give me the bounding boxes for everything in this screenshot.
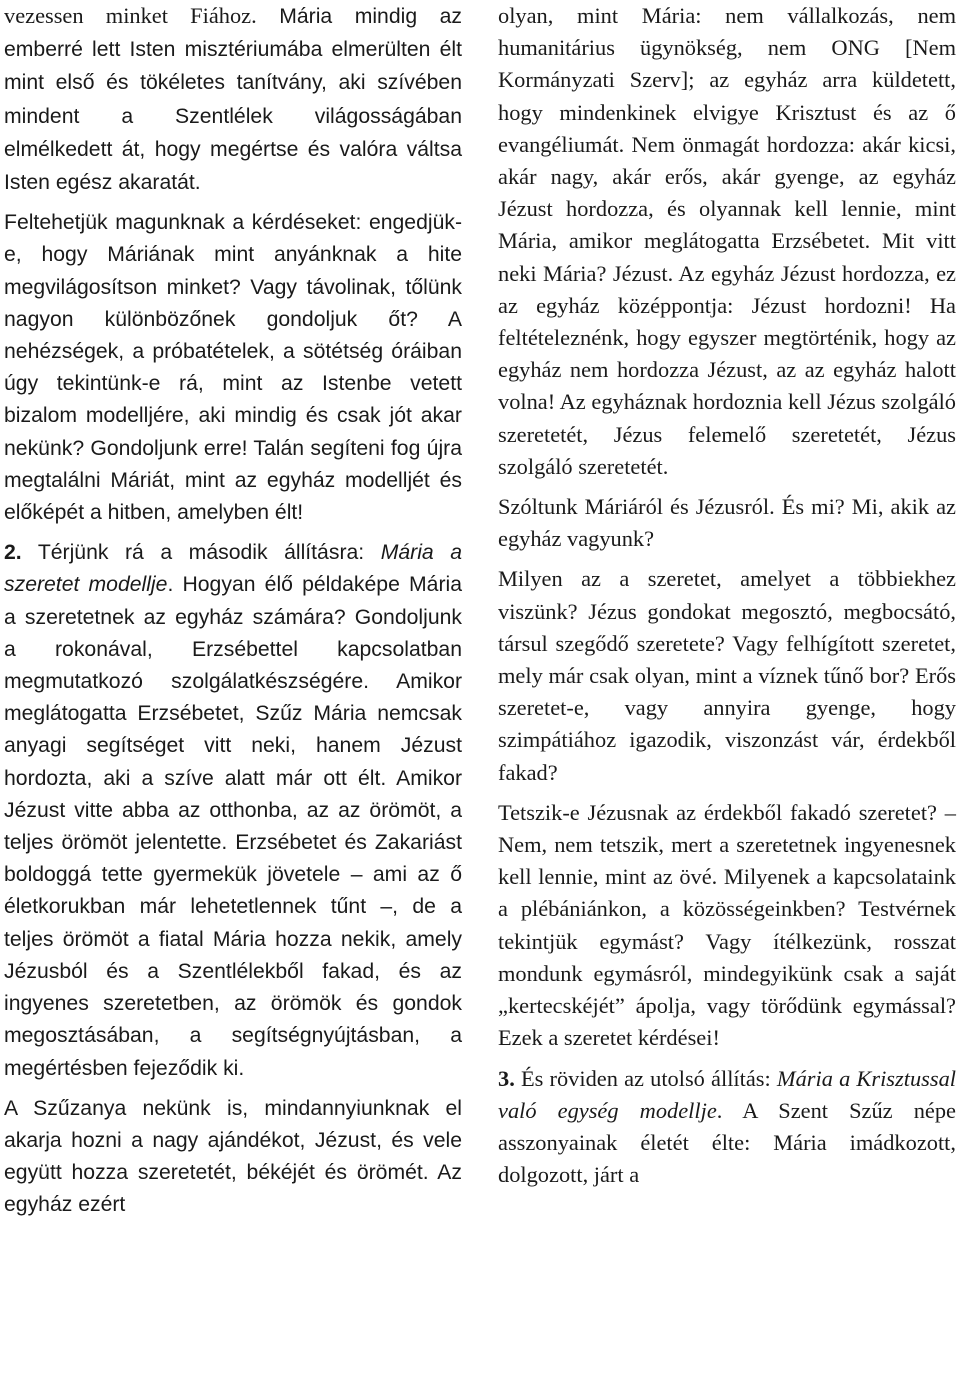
text-serif: És röviden az utolsó állítás: <box>514 1065 777 1091</box>
emphasis-text: Mária a Krisztussal való egység modellje <box>498 1065 956 1123</box>
section-number: 3. <box>498 1065 515 1091</box>
paragraph-mary-disciple <box>4 0 462 199</box>
paragraph-questions: Feltehetjük magunknak a kérdéseket: engedjük-e, hogy Máriának mint anyánknak a hite megvilágosítson minket? Vagy távolinak, tőlünk nagyon különbözőnek gondoljuk őt? A nehézségek, a próbatételek, a sötétség óráiban úgy tekintünk-e rá, mint az Istenbe vetett bizalom modelljére, aki mindig és csak jót akar nekünk? Gondoljunk erre! Talán segíteni fog újra megtalálni Máriát, mint az egyház modelljét és előképét a hitben, amelyben élt! <box>4 211 462 525</box>
paragraph-what-love: Milyen az a szeretet, amelyet a többiekhez viszünk? Jézus gondokat megosztó, megbocsátó, társul szegődő szeretete? Vagy felhígított szeretet, mely már csak olyan, mint a víznek tűnő bor? Erős szeretet-e, vagy annyira gyenge, hogy szimpátiához igazodik, viszonzást vár, érdekből fakad? <box>498 566 956 785</box>
text-serif: . A Szent Szűz népe asszonyainak életét élte: Mária imádkozott, dolgozott, járt a <box>498 1097 956 1188</box>
paragraph-gift: A Szűzanya nekünk is, mindannyiunknak el akarja hozni a nagy ajándékot, Jézust, és vele együtt hozza szeretetét, békéjét és örömét. Az egyház ezért <box>4 1096 462 1217</box>
text-sans: . Hogyan élő példaképe Mária a szeretetnek az egyház számára? Gondoljunk a rokonával, Erzsébettel kapcsolatban megmutatkozó szolgálatkészségére. Amikor meglátogatta Erzsébetet, Szűz Mária nemcsak anyagi segítséget vitt neki, hanem Jézust hordozta, aki a szíve alatt már ott élt. Amikor Jézust vitte abba az otthonba, az az örömöt, a teljes örömöt jelentette. Erzsébetet és Zakariást boldoggá tette gyermekük jövetele – ami az ő életkorukban már lehetetlennek tűnt –, de a teljes örömöt a fiatal Mária hozza nekik, amely Jézusból és a Szentlélekből fakad, és az ingyenes szeretetben, az örömök és gondok megosztásában, a segítségnyújtásban, a megértésben fejeződik ki. <box>4 573 462 1080</box>
paragraph-church-like-mary: olyan, mint Mária: nem vállalkozás, nem humanitárius ügynökség, nem ONG [Nem Kormányzati Szerv]; az egyház arra küldetett, hogy mindenkinek elvigye Krisztust és az ő evangéliumát. Nem önmagát hordozza: akár kicsi, akár nagy, akár erős, akár gyenge, az egyház Jézust hordozza, és olyannak kell lennie, mint Mária, amikor meglátogatta Erzsébetet. Mit vitt neki Mária? Jézust. Az egyház Jézust hordozza, ez az egyház középpontja: Jézust hordozni! Ha feltételeznénk, hogy egyszer megtörténik, hogy az egyház nem hordozza Jézust, az az egyház halott volna! Az egyháznak hordoznia kell Jézus szolgáló szeretetét, Jézus felemelő szeretetét, Jézus szolgáló szeretetét. <box>498 3 956 479</box>
paragraph-and-we: Szóltunk Máriáról és Jézusról. És mi? Mi, akik az egyház vagyunk? <box>498 494 956 552</box>
paragraph-interested-love: Tetszik-e Jézusnak az érdekből fakadó szeretet? – Nem, nem tetszik, mert a szeretetnek ingyenesnek kell lennie, mint az övé. Milyenek a kapcsolataink a plébániánkon, a közösségeinkben? Testvérnek tekintjük egymást? Vagy ítélkezünk, rosszat mondunk egymásról, mindegyikünk csak a saját „kertecskéjét” ápolja, vagy törődünk egymással? Ezek a szeretet kérdései! <box>498 799 956 1051</box>
left-column <box>4 0 462 1230</box>
text-serif: vezessen minket Fiához. <box>4 3 257 28</box>
text-sans: Térjünk rá a második állításra: <box>21 541 381 565</box>
emphasis-text: Mária a szeretet modellje <box>4 541 462 597</box>
paragraph-second-statement <box>4 537 462 1084</box>
paragraph-third-statement <box>498 1063 956 1192</box>
section-number: 2. <box>4 541 22 565</box>
right-column <box>498 0 956 1199</box>
text-sans: Mária mindig az emberré lett Isten misztériumába elmerülten élt mint első és tökéletes tanítvány, aki szívében mindent a Szentlélek világosságában elmélkedett át, hogy megértse és valóra váltsa Isten egész akaratát. <box>4 5 462 195</box>
